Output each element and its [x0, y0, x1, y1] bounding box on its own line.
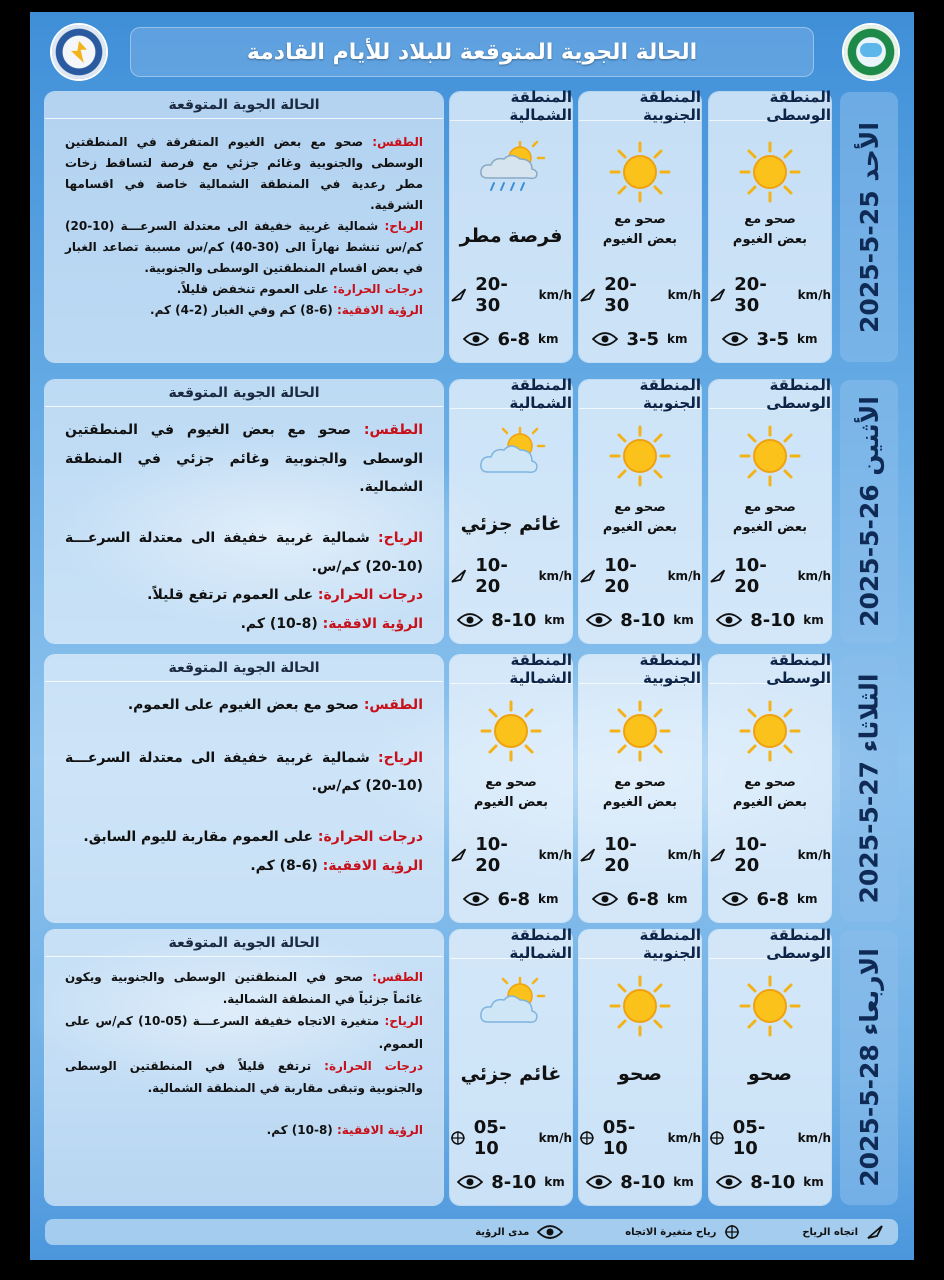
date-band — [840, 655, 898, 922]
visibility-value: 3-5 — [756, 328, 790, 350]
weather-text: صحو مع بعض الغيوم على العموم. — [127, 697, 359, 713]
region-card-south — [579, 88, 701, 362]
variable-wind-icon — [450, 1130, 466, 1146]
eye-icon — [457, 1174, 483, 1190]
temperature-text: على العموم ترتفع قليلاً. — [147, 587, 314, 604]
condition-text: صحو — [748, 1063, 792, 1085]
forecast-visibility — [65, 852, 423, 881]
forecast-weather — [65, 691, 423, 720]
wind-value: 05-10 — [473, 1117, 507, 1159]
weather-text: صحو مع بعض الغيوم في المنطقتين الوسطى والجنوبية وغائم جزئي في المنطقة الشمالية. — [65, 422, 423, 496]
sun-icon — [738, 699, 802, 763]
visibility-row — [579, 886, 701, 912]
wind-unit: km/h — [667, 288, 701, 302]
wind-row — [579, 274, 701, 316]
forecast-panel — [45, 92, 443, 362]
eye-icon — [537, 1224, 563, 1240]
partly-cloudy-icon — [476, 426, 546, 482]
forecast-panel — [45, 930, 443, 1205]
visibility-row — [579, 326, 701, 352]
visibility-row — [579, 607, 701, 633]
visibility-row — [709, 1169, 831, 1195]
visibility-label: الرؤية الافقية: — [322, 616, 423, 633]
region-title: المنطقة الوسطى — [709, 930, 831, 959]
wind-value: 10-20 — [475, 834, 508, 876]
visibility-unit: km — [673, 1175, 694, 1189]
visibility-unit: km — [544, 1175, 565, 1189]
region-card-north — [450, 376, 572, 643]
region-title: المنطقة الجنوبية — [579, 92, 701, 121]
forecast-wind — [65, 1010, 423, 1054]
weather-label: الطقس: — [363, 697, 423, 713]
forecast-visibility — [65, 1119, 423, 1141]
region-card-south — [579, 926, 701, 1205]
forecast-title: الحالة الجوية المتوقعة — [45, 655, 443, 682]
region-title: المنطقة الجنوبية — [579, 930, 701, 959]
legend-wind-direction-label: اتجاه الرياح — [802, 1226, 858, 1238]
weather-label: الطقس: — [372, 135, 423, 149]
legend-visibility — [475, 1224, 563, 1240]
visibility-row — [579, 1169, 701, 1195]
legend-wind-direction — [802, 1224, 884, 1240]
wind-unit: km/h — [797, 1131, 831, 1145]
region-card-central — [709, 88, 831, 362]
condition-text: صحو مع بعض الغيوم — [732, 500, 808, 535]
wind-value: 20-30 — [475, 274, 508, 316]
legend-variable-wind-label: رياح متغيرة الاتجاه — [625, 1226, 717, 1238]
wind-row — [579, 555, 701, 597]
wind-row — [450, 834, 572, 876]
wind-unit: km/h — [538, 1131, 572, 1145]
wind-value: 10-20 — [734, 555, 767, 597]
forecast-wind — [65, 524, 423, 581]
weather-text: صحو مع بعض الغيوم المتفرقة في المنطقتين الوسطى والجنوبية وغائم جزئي مع فرصة لتساقط زخات مطر رعدية في المنطقة الشمالية خاصة في اقسامها الشرقية. — [65, 135, 423, 212]
wind-arrow-icon — [579, 287, 596, 303]
forecast-weather — [65, 966, 423, 1010]
wind-value: 20-30 — [604, 274, 637, 316]
region-title: المنطقة الجنوبية — [579, 655, 701, 684]
variable-wind-icon — [579, 1130, 595, 1146]
forecast-wind — [65, 216, 423, 279]
visibility-value: 8-10 — [750, 1171, 796, 1193]
region-card-central — [709, 651, 831, 922]
visibility-value: 3-5 — [626, 328, 660, 350]
visibility-value: 8-10 — [491, 609, 537, 631]
region-title: المنطقة الشمالية — [450, 380, 572, 409]
visibility-label: الرؤية الافقية: — [336, 303, 423, 317]
visibility-unit: km — [667, 892, 688, 906]
wind-unit: km/h — [538, 288, 572, 302]
forecast-panel — [45, 655, 443, 922]
eye-icon — [592, 891, 618, 907]
visibility-label: الرؤية الافقية: — [336, 1123, 423, 1138]
meteorology-logo — [844, 25, 898, 79]
condition-text: صحو مع بعض الغيوم — [602, 212, 678, 247]
wind-unit: km/h — [797, 848, 831, 862]
wind-unit: km/h — [797, 288, 831, 302]
visibility-text: (6-8) كم. — [250, 857, 318, 874]
day-date: الاربعاء 28-5-2025 — [854, 948, 884, 1187]
wind-arrow-icon — [709, 568, 726, 584]
visibility-unit: km — [797, 332, 818, 346]
eye-icon — [586, 1174, 612, 1190]
wind-row — [709, 1117, 831, 1159]
visibility-row — [450, 607, 572, 633]
sun-icon — [608, 699, 672, 763]
wind-unit: km/h — [667, 1131, 701, 1145]
wind-arrow-icon — [450, 847, 467, 863]
region-card-north — [450, 926, 572, 1205]
forecast-visibility — [65, 610, 423, 639]
temperature-label: درجات الحرارة: — [332, 282, 423, 296]
forecast-wind — [65, 744, 423, 801]
visibility-unit: km — [673, 613, 694, 627]
region-title: المنطقة الوسطى — [709, 655, 831, 684]
wind-unit: km/h — [667, 569, 701, 583]
forecast-temperature — [65, 823, 423, 852]
wind-label: الرياح: — [384, 219, 423, 233]
sun-icon — [738, 974, 802, 1038]
day-date: الثلاثاء 27-5-2025 — [854, 673, 884, 904]
forecast-temperature — [65, 279, 423, 300]
eye-icon — [463, 331, 489, 347]
temperature-label: درجات الحرارة: — [324, 1058, 424, 1073]
region-title: المنطقة الوسطى — [709, 92, 831, 121]
visibility-value: 8-10 — [491, 1171, 537, 1193]
temperature-label: درجات الحرارة: — [317, 829, 423, 846]
eye-icon — [592, 331, 618, 347]
forecast-body — [65, 691, 423, 880]
region-card-central — [709, 926, 831, 1205]
condition-text: صحو مع بعض الغيوم — [602, 775, 678, 810]
forecast-title: الحالة الجوية المتوقعة — [45, 380, 443, 407]
condition-text: غائم جزئي — [460, 1063, 562, 1085]
day-date: الأحد 25-5-2025 — [854, 121, 884, 333]
forecast-weather — [65, 416, 423, 502]
variable-wind-icon — [709, 1130, 725, 1146]
forecast-body — [65, 966, 423, 1141]
visibility-text: (8-10) كم. — [240, 616, 318, 633]
wind-row — [709, 274, 831, 316]
wind-arrow-icon — [579, 847, 596, 863]
header-bar — [130, 27, 814, 77]
forecast-temperature — [65, 1055, 423, 1099]
visibility-value: 8-10 — [750, 609, 796, 631]
region-card-south — [579, 651, 701, 922]
wind-value: 10-20 — [475, 555, 508, 597]
wind-arrow-icon — [450, 287, 467, 303]
page-title: الحالة الجوية المتوقعة للبلاد للأيام القادمة — [246, 39, 698, 65]
visibility-value: 8-10 — [620, 609, 666, 631]
region-title: المنطقة الوسطى — [709, 380, 831, 409]
weather-text: صحو في المنطقتين الوسطى والجنوبية ويكون غائماً جزئياً في المنطقة الشمالية. — [65, 970, 423, 1007]
wind-arrow-icon — [450, 568, 467, 584]
eye-icon — [722, 331, 748, 347]
date-band — [840, 930, 898, 1205]
legend-visibility-label: مدى الرؤية — [475, 1226, 530, 1238]
visibility-unit: km — [538, 332, 559, 346]
condition-text: غائم جزئي — [460, 513, 562, 535]
wind-text: شمالية غربية خفيفة الى معتدلة السرعـــة (10-20) كم/س. — [65, 749, 423, 795]
weather-label: الطقس: — [372, 970, 423, 984]
variable-wind-icon — [724, 1224, 740, 1240]
visibility-value: 6-8 — [497, 328, 531, 350]
wind-row — [450, 274, 572, 316]
wind-unit: km/h — [538, 848, 572, 862]
eye-icon — [722, 891, 748, 907]
forecast-center-logo — [52, 25, 106, 79]
wind-value: 10-20 — [604, 834, 637, 876]
visibility-unit: km — [538, 892, 559, 906]
region-title: المنطقة الشمالية — [450, 930, 572, 959]
visibility-row — [709, 607, 831, 633]
condition-text: فرصة مطر — [459, 225, 563, 247]
wind-arrow-icon — [579, 568, 596, 584]
wind-label: الرياح: — [384, 1014, 423, 1029]
visibility-row — [709, 326, 831, 352]
visibility-value: 6-8 — [497, 888, 531, 910]
forecast-temperature — [65, 581, 423, 610]
sun-icon — [608, 140, 672, 204]
visibility-unit: km — [667, 332, 688, 346]
forecast-weather — [65, 132, 423, 216]
sun-icon — [738, 424, 802, 488]
region-title: المنطقة الشمالية — [450, 92, 572, 121]
wind-row — [579, 1117, 701, 1159]
visibility-text: (8-10) كم. — [266, 1123, 333, 1138]
wind-unit: km/h — [797, 569, 831, 583]
wind-arrow-icon — [709, 847, 726, 863]
visibility-unit: km — [803, 1175, 824, 1189]
region-card-central — [709, 376, 831, 643]
visibility-unit: km — [544, 613, 565, 627]
visibility-unit: km — [797, 892, 818, 906]
condition-text: صحو مع بعض الغيوم — [473, 775, 549, 810]
condition-text: صحو مع بعض الغيوم — [732, 212, 808, 247]
temperature-text: ترتفع قليلاً في المنطقتين الوسطى والجنوبية وتبقى مقاربة في المنطقة الشمالية. — [65, 1058, 423, 1095]
wind-text: شمالية غربية خفيفة الى معتدلة السرعـــة (10-20) كم/س. — [65, 530, 423, 575]
wind-row — [450, 555, 572, 597]
partly-cloudy-icon — [476, 976, 546, 1032]
wind-unit: km/h — [538, 569, 572, 583]
forecast-body — [65, 416, 423, 639]
date-band — [840, 380, 898, 643]
condition-text: صحو مع بعض الغيوم — [602, 500, 678, 535]
visibility-unit: km — [803, 613, 824, 627]
forecast-body — [65, 132, 423, 321]
wind-value: 05-10 — [602, 1117, 636, 1159]
visibility-row — [709, 886, 831, 912]
temperature-label: درجات الحرارة: — [317, 587, 423, 604]
region-card-south — [579, 376, 701, 643]
wind-label: الرياح: — [378, 530, 423, 547]
wind-label: الرياح: — [378, 749, 423, 766]
wind-value: 10-20 — [734, 834, 767, 876]
region-card-north — [450, 88, 572, 362]
forecast-poster — [30, 12, 914, 1260]
region-title: المنطقة الشمالية — [450, 655, 572, 684]
wind-arrow-icon — [866, 1224, 884, 1240]
condition-text: صحو مع بعض الغيوم — [732, 775, 808, 810]
forecast-panel — [45, 380, 443, 643]
visibility-row — [450, 886, 572, 912]
condition-text: صحو — [618, 1063, 662, 1085]
sun-cloud-rain-icon — [476, 140, 546, 196]
eye-icon — [716, 1174, 742, 1190]
date-band — [840, 92, 898, 362]
wind-arrow-icon — [709, 287, 726, 303]
visibility-text: (6-8) كم وفي الغبار (2-4) كم. — [150, 303, 333, 317]
region-card-north — [450, 651, 572, 922]
sun-icon — [738, 140, 802, 204]
wind-row — [450, 1117, 572, 1159]
visibility-value: 8-10 — [620, 1171, 666, 1193]
eye-icon — [457, 612, 483, 628]
visibility-row — [450, 326, 572, 352]
eye-icon — [716, 612, 742, 628]
weather-label: الطقس: — [363, 422, 424, 438]
sun-icon — [479, 699, 543, 763]
wind-text: متغيرة الاتجاه خفيفة السرعـــة (05-10) كم/س على العموم. — [65, 1014, 423, 1051]
sun-icon — [608, 424, 672, 488]
wind-value: 05-10 — [732, 1117, 766, 1159]
visibility-value: 6-8 — [756, 888, 790, 910]
legend — [45, 1219, 898, 1245]
legend-variable-wind — [625, 1224, 740, 1240]
day-date: الأثنين 26-5-2025 — [854, 396, 884, 627]
forecast-title: الحالة الجوية المتوقعة — [45, 930, 443, 957]
wind-row — [709, 834, 831, 876]
visibility-label: الرؤية الافقية: — [322, 857, 423, 874]
wind-value: 10-20 — [604, 555, 637, 597]
wind-row — [709, 555, 831, 597]
forecast-visibility — [65, 300, 423, 321]
visibility-row — [450, 1169, 572, 1195]
region-title: المنطقة الجنوبية — [579, 380, 701, 409]
visibility-value: 6-8 — [626, 888, 660, 910]
wind-value: 20-30 — [734, 274, 767, 316]
sun-icon — [608, 974, 672, 1038]
wind-row — [579, 834, 701, 876]
eye-icon — [586, 612, 612, 628]
temperature-text: على العموم تنخفض قليلاً. — [176, 282, 329, 296]
forecast-title: الحالة الجوية المتوقعة — [45, 92, 443, 119]
wind-text: شمالية غربية خفيفة الى معتدلة السرعـــة (10-20) كم/س تنشط نهاراً الى (30-40) كم/س مسببة تصاعد الغبار في بعض اقسام المنطقتين الوسطى والجنوبية. — [65, 219, 423, 275]
temperature-text: على العموم مقاربة لليوم السابق. — [83, 829, 314, 846]
wind-unit: km/h — [667, 848, 701, 862]
eye-icon — [463, 891, 489, 907]
